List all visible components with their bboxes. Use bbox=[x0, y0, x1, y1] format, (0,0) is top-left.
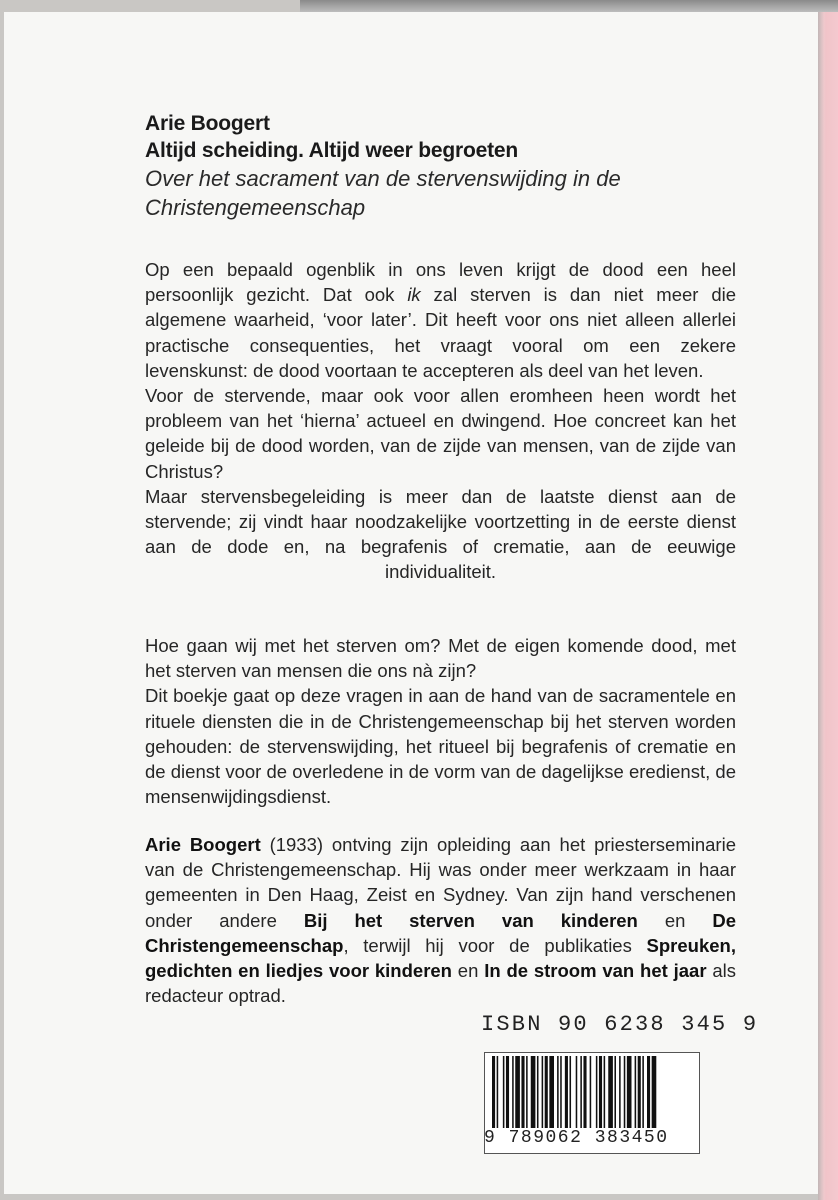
bio-book-title: De Christengemeenschap bbox=[145, 909, 737, 956]
intro-paragraph-3: Maar stervensbegeleiding is meer dan de laatste dienst aan de stervende; zij vindt haar noodzakelijke voortzetting in de eerste dienst aan de dode en, na begrafenis of crematie, aan de eeuwige individualiteit. bbox=[145, 485, 736, 583]
questions-section bbox=[145, 633, 736, 809]
book-subtitle: Over het sacrament van de stervenswijding in de Christengemeenschap bbox=[145, 166, 621, 220]
questions-paragraph-2: Dit boekje gaat op deze vragen in aan de hand van de sacramentele en rituele diensten die in de Christengemeenschap bij het sterven worden gehouden: de stervenswijding, het ritueel bij begrafenis of crematie en de dienst voor de overledene in de vorm van de dagelijkse eredienst, de mensenwijdingsdienst. bbox=[145, 685, 736, 808]
bio-book-title: Bij het sterven van kinderen bbox=[303, 909, 638, 931]
bio-text: als redacteur optrad. bbox=[145, 960, 736, 1007]
header-block bbox=[145, 110, 765, 222]
intro-text: zal sterven is dan niet meer die algemene waarheid, ‘voor later’. Dit heeft voor ons niet alleen allerlei practische consequenties, het vraagt vooral om een zekere levenskunst: de dood voortaan te accepteren als deel van het leven. bbox=[145, 284, 737, 381]
bio-text: (1933) ontving zijn opleiding aan het priesterseminarie van de Christengemeenschap. Hij was onder meer werkzaam in haar gemeenten in Den Haag, Zeist en Sydney. Van zijn hand verschenen onder andere bbox=[145, 834, 736, 931]
author-bio bbox=[145, 832, 736, 1008]
author-name: Arie Boogert bbox=[145, 112, 270, 135]
questions-paragraph-1: Hoe gaan wij met het sterven om? Met de eigen komende dood, met het sterven van mensen die ons nà zijn? bbox=[145, 635, 736, 682]
barcode-digits: 9 789062 383450 bbox=[484, 1128, 669, 1148]
intro-paragraph-2: Voor de stervende, maar ook voor allen eromheen heen wordt het probleem van het ‘hierna’ actueel en dwingend. Hoe concreet kan het geleide bij de dood worden, van de zijde van mensen, van de zijde van Christus? bbox=[145, 385, 736, 482]
isbn-number: ISBN 90 6238 345 9 bbox=[481, 1012, 759, 1037]
book-title: Altijd scheiding. Altijd weer begroeten bbox=[145, 139, 518, 162]
book-top-edge bbox=[300, 0, 838, 12]
bio-book-title: In de stroom van het jaar bbox=[484, 960, 707, 982]
bio-text: , terwijl hij voor de publikaties bbox=[343, 934, 647, 956]
bio-author-name: Arie Boogert bbox=[145, 834, 261, 855]
bio-text: en bbox=[451, 960, 485, 982]
intro-section bbox=[145, 257, 736, 585]
emphasis-text: ik bbox=[407, 284, 421, 306]
author-bio-section bbox=[145, 832, 736, 1008]
book-spine-edge bbox=[818, 12, 838, 1200]
bio-text: en bbox=[637, 909, 713, 931]
bio-book-title: Spreuken, gedichten en liedjes voor kinderen bbox=[145, 934, 736, 982]
intro-text: Op een bepaald ogenblik in ons leven krijgt de dood een heel persoonlijk gezicht. Dat ook bbox=[145, 259, 736, 306]
intro-paragraph-1 bbox=[145, 257, 736, 383]
